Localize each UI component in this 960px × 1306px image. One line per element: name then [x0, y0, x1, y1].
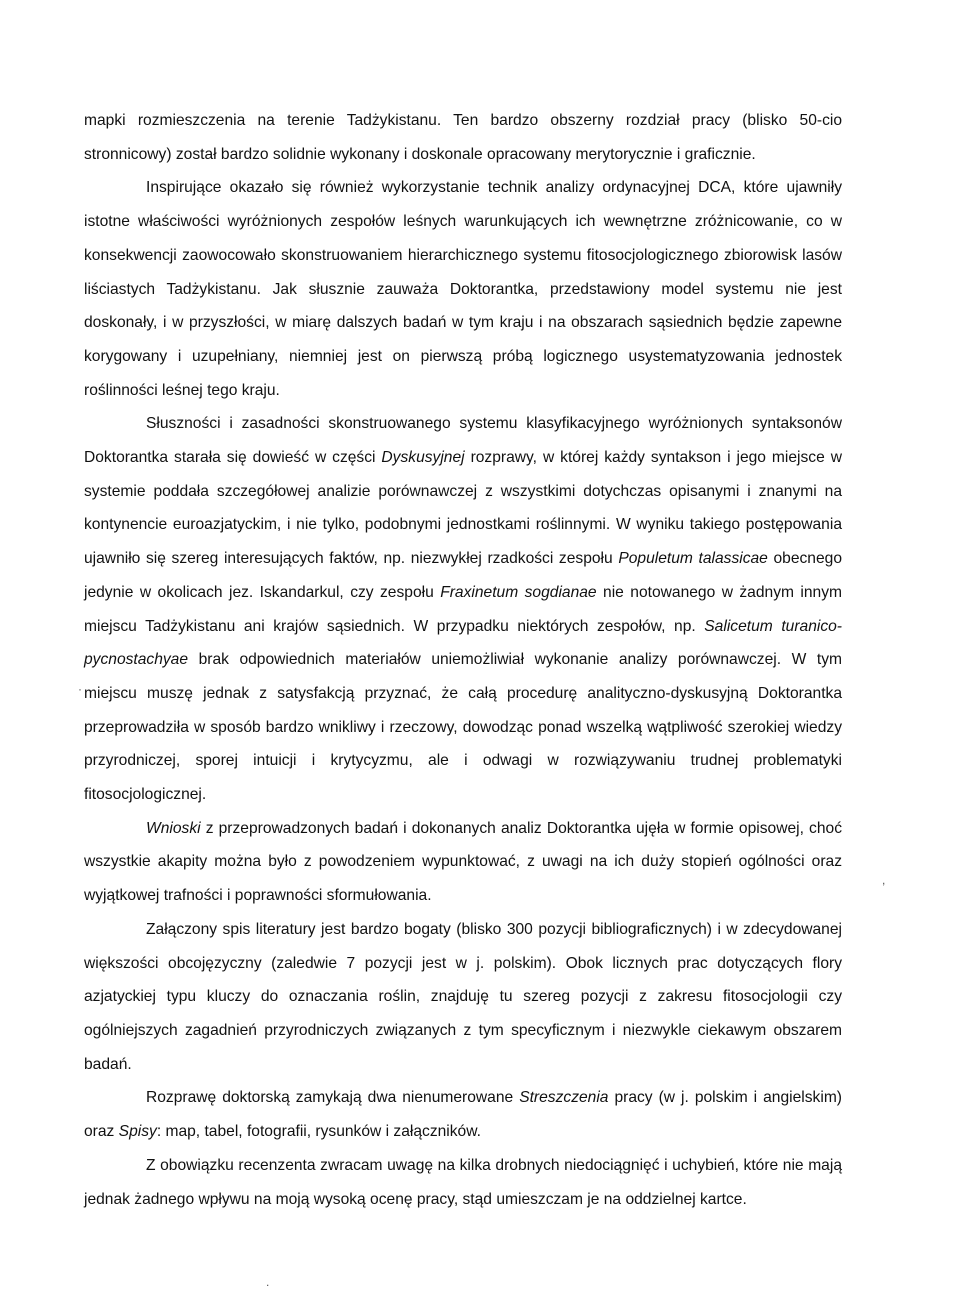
text-segment: Załączony spis literatury jest bardzo bogaty (blisko 300 pozycji bibliograficznych) i w zdecydowanej większości obcojęzyczny (zaledwie 7 pozycji jest w j. polskim). Obok licznych prac dotyczących flory azjatyckiej typu kluczy do oznaczania roślin, znajduję tu szereg pozycji z zakresu fitosocjologii czy ogólniejszych zagadnień przyrodniczych związanych z tym specyficznym i niezwykle ciekawym obszarem badań. — [84, 920, 842, 1073]
paragraph — [84, 1081, 842, 1148]
text-segment: : map, tabel, fotografii, rysunków i załączników. — [156, 1123, 481, 1141]
text-segment: brak odpowiednich materiałów uniemożliwiał wykonanie analizy porównawczej. W tym miejscu muszę jednak z satysfakcją przyznać, że całą procedurę analityczno-dyskusyjną Doktorantka przeprowadziła w sposób bardzo wnikliwy i rzeczowy, dowodząc ponad wszelką wątpliwość szerokiej wiedzy przyrodniczej, sporej intuicji i krytycyzmu, ale i odwagi w rozwiązywaniu trudnej problematyki fitosocjologicznej. — [84, 651, 842, 804]
italic-term: Salicetum turanico-pycnostachyae — [84, 617, 842, 669]
paragraph — [84, 171, 842, 407]
text-segment: mapki rozmieszczenia na terenie Tadżykistanu. Ten bardzo obszerny rozdział pracy (blisko 50-cio stronnicowy) został bardzo solidnie wykonany i doskonale opracowany merytorycznie i graficznie. — [84, 112, 842, 163]
paragraph — [84, 407, 842, 811]
italic-term: Dyskusyjnej — [381, 449, 465, 467]
text-segment: Inspirujące okazało się również wykorzystanie technik analizy ordynacyjnej DCA, które ujawniły istotne właściwości wyróżnionych zespołów leśnych warunkujących ich wewnętrzne zróżnicowanie, co w konsekwencji zaowocowało skonstruowaniem hierarchicznego systemu fitosocjologicznego zbiorowisk lasów liściastych Tadżykistanu. Jak słusznie zauważa Doktorantka, przedstawiony model systemu nie jest doskonały, i w przyszłości, w miarę dalszych badań w tym kraju i na obszarach sąsiednich będzie zapewne korygowany i uzupełniany, niemniej jest on pierwszą próbą logicznego usystematyzowania jednostek roślinności leśnej tego kraju. — [84, 179, 842, 399]
italic-term: Streszczenia — [519, 1089, 609, 1107]
text-segment: z przeprowadzonych badań i dokonanych analiz Doktorantka ujęła w formie opisowej, choć wszystkie akapity można było z powodzeniem wypunktować, z uwagi na ich duży stopień ogólności oraz wyjątkowej trafności i poprawności sformułowania. — [84, 819, 842, 905]
paragraph — [84, 812, 842, 913]
text-segment: rozprawy, w której każdy syntakson i jego miejsce w systemie poddała szczegółowej analizie porównawczej z wszystkimi dotychczas opisanymi i znanymi na kontynencie euroazjatyckim, i nie tylko, podobnymi jednostkami roślinnymi. W wyniku takiego postępowania ujawniło się szereg interesujących faktów, np. niezwykłej rzadkości zespołu — [84, 449, 842, 568]
scan-speck: , — [882, 873, 886, 887]
text-segment: Słuszności i zasadności skonstruowanego systemu klasyfikacyjnego wyróżnionych syntaksonów Doktorantka starała się dowieść w części — [84, 415, 842, 467]
text-segment: obecnego jedynie w okolicach jez. Iskandarkul, czy zespołu — [84, 550, 842, 601]
text-segment: Rozprawę doktorską zamykają dwa nienumerowane — [146, 1089, 520, 1107]
scan-speck: · — [78, 682, 82, 696]
document-body — [84, 104, 842, 1216]
italic-term: Populetum talassicae — [618, 550, 768, 568]
scan-speck: . — [266, 1275, 270, 1289]
text-segment: Z obowiązku recenzenta zwracam uwagę na kilka drobnych niedociągnięć i uchybień, które nie mają jednak żadnego wpływu na moją wysoką ocenę pracy, stąd umieszczam je na oddzielnej kartce. — [84, 1156, 842, 1208]
paragraph — [84, 913, 842, 1082]
text-segment: pracy (w j. polskim i angielskim) oraz — [84, 1089, 842, 1141]
paragraph — [84, 1149, 842, 1216]
paragraph — [84, 104, 842, 171]
italic-term: Fraxinetum sogdianae — [440, 583, 597, 601]
text-segment: nie notowanego w żadnym innym miejscu Tadżykistanu ani krajów sąsiednich. W przypadku niektórych zespołów, np. — [84, 583, 843, 635]
italic-term: Wnioski — [146, 819, 201, 837]
italic-term: Spisy — [118, 1123, 157, 1141]
